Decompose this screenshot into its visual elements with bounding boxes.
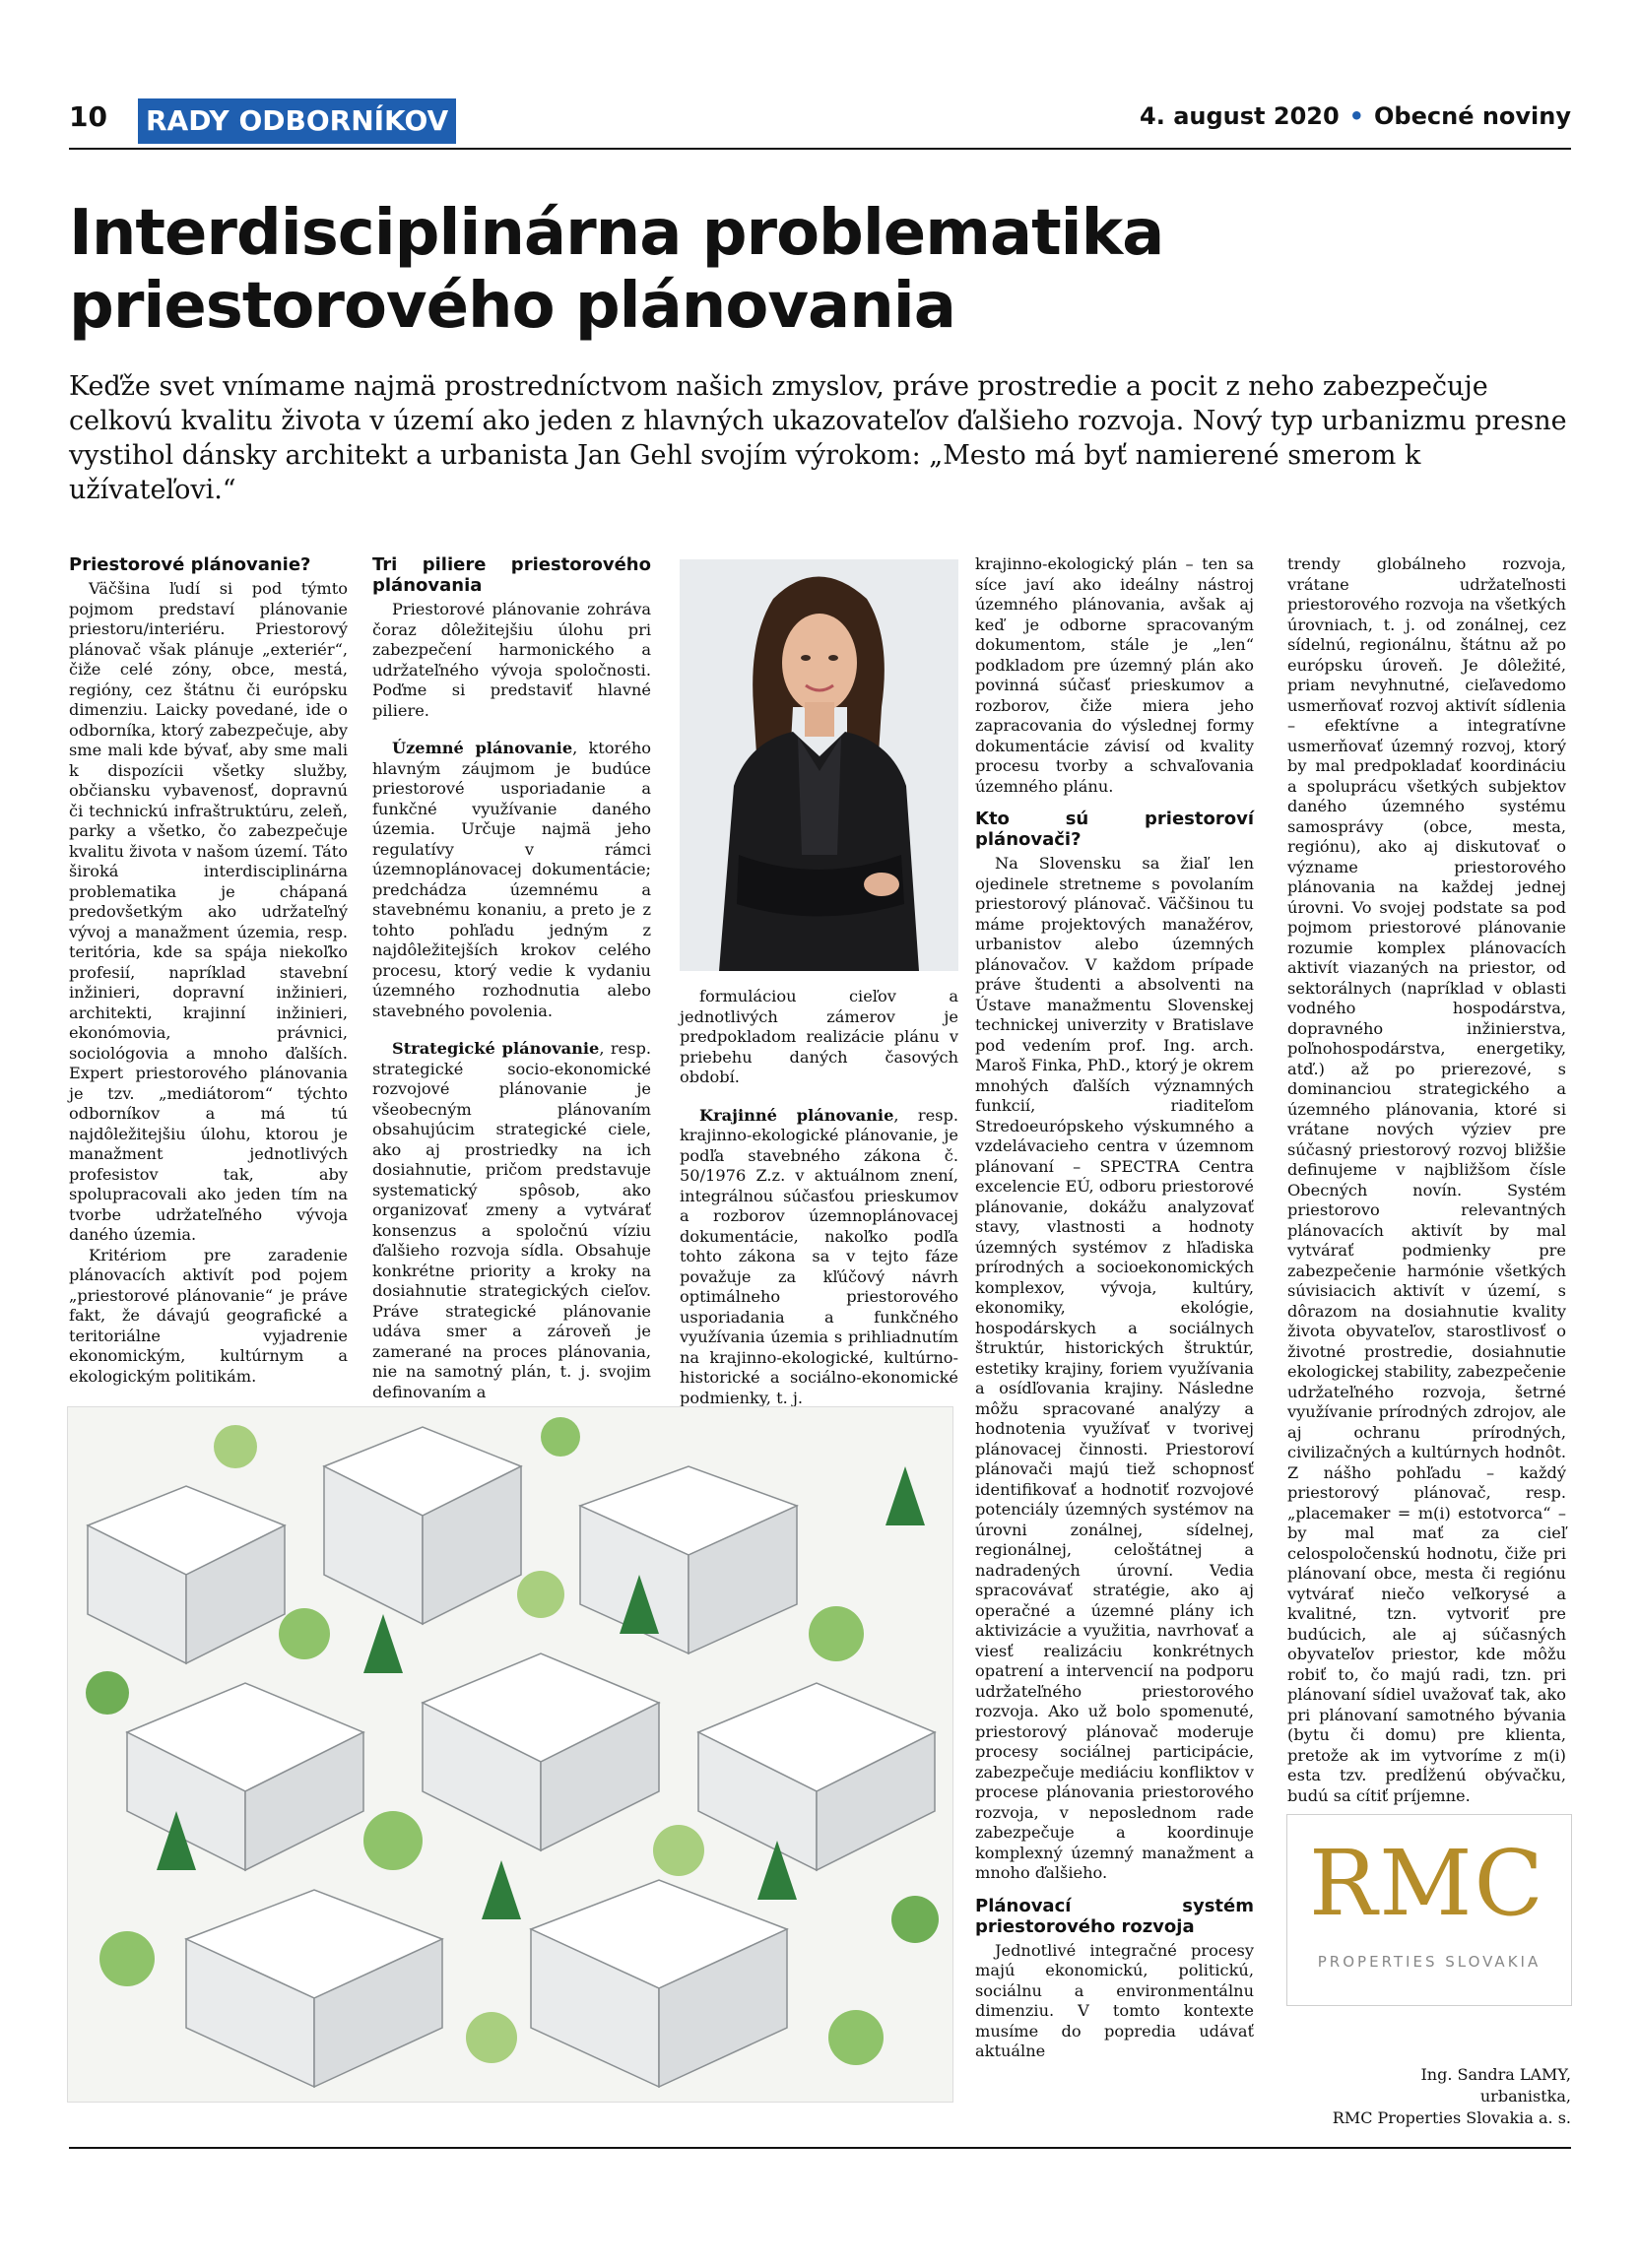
newspaper-name: Obecné noviny <box>1374 102 1571 130</box>
column-5 <box>1287 554 1566 1806</box>
paragraph: Kritériom pre zaradenie plánovacích aktivít pod pojem „priestorové plánovanie“ je práve fakt, že dávajú geografické a teritoriálne vyjadrenie ekonomickým, kultúrnym a ekologickým politikám. <box>69 1245 348 1386</box>
author-company: RMC Properties Slovakia a. s. <box>1332 2108 1571 2127</box>
issue-date: 4. august 2020 <box>1140 102 1340 130</box>
separator-dot: • <box>1348 102 1365 130</box>
section-label: RADY ODBORNÍKOV <box>138 98 456 144</box>
subheading-planovaci-system: Plánovací systém priestorového rozvoja <box>975 1895 1254 1937</box>
article-title <box>69 197 1571 343</box>
term-uzemne-planovanie: Územné plánovanie <box>392 739 573 757</box>
author-signature <box>1333 2064 1571 2129</box>
subheading-kto-su-planovaci: Kto sú priestoroví plánovači? <box>975 809 1254 850</box>
paragraph: Na Slovensku sa žiaľ len ojedinele stretneme s povolaním priestorový plánovač. Väčšinou tu máme projektových manažérov, urbanistov alebo územných plánovačov. V každom prípade práve študenti a absolventi na Ústave manažmentu Slovenskej technickej univerzity v Bratislave pod vedením prof. Ing. arch. Maroš Finka, PhD., ktorý je okrem mnohých ďalších významných funkcií, riaditeľom Stredoeurópskeho výskumného a vzdelávacieho centra v územnom plánovaní – SPECTRA Centra excelencie EÚ, odboru priestorové plánovanie, dokážu analyzovať stavy, vlastnosti a hodnoty územných systémov z hľadiska prírodných a socioekonomických komplexov, vývoja, kultúry, ekonomiky, ekológie, hospodárskych a sociálnych štruktúr, historických štruktúr, estetiky krajiny, foriem využívania a osídľovania krajiny. Následne môžu spracované analýzy a hodnotenia využívať v tvorivej plánovacej činnosti. Priestoroví plánovači majú tiež schopnosť identifikovať a hodnotiť rozvojové potenciály územných systémov na úrovni zonálnej, sídelnej, regionálnej, celoštátnej a nadradených úrovní. Vedia spracovávať stratégie, ako aj operačné a územné plány ich aktivizácie a využitia, navrhovať a viesť realizáciu konkrétnych opatrení a intervencií na podporu udržateľného priestorového rozvoja. Ako už bolo spomenuté, priestorový plánovač moderuje procesy sociálnej participácie, zabezpečuje mediáciu konfliktov v procese plánovania priestorového rozvoja, v neposlednom rade zabezpečuje a koordinuje komplexný územný manažment a mnoho ďalšieho. <box>975 854 1254 1882</box>
author-role: urbanistka, <box>1479 2087 1571 2106</box>
city-illustration <box>67 1406 953 2103</box>
footer-rule <box>69 2147 1571 2149</box>
subheading-priestorove-planovanie: Priestorové plánovanie? <box>69 554 311 575</box>
page-header <box>69 98 1571 142</box>
paragraph: Krajinné plánovanie, resp. krajinno-ekologické plánovanie, je podľa stavebného zákona č. 50/1976 Z.z. v aktuálnom znení, integrálnou súčasťou prieskumov a rozborov územnoplánovacej dokumentácie, nakoľko podľa tohto zákona sa v tejto fáze považuje za kľúčový návrh optimálneho priestorového usporiadania a funkčného využívania územia s prihliadnutím na krajinno-ekologické, kultúrno-historické a sociálno-ekonomické podmienky, t. j. <box>680 1105 958 1407</box>
paragraph: Priestorové plánovanie zohráva čoraz dôležitejšiu úlohu pri zabezpečení harmonického a udržateľného vývoja spoločnosti. Poďme si predstaviť hlavné piliere. <box>372 600 651 720</box>
article-lead: Keďže svet vnímame najmä prostredníctvom našich zmyslov, práve prostredie a pocit z neho zabezpečuje celkovú kvalitu života v území ako jeden z hlavných ukazovateľov ďalšieho rozvoja. Nový typ urbanizmu presne vystihol dánsky architekt a urbanista Jan Gehl svojím výrokom: „Mesto má byť namierené smerom k užívateľovi.“ <box>69 371 1567 505</box>
portrait-image <box>680 559 958 971</box>
paragraph: krajinno-ekologický plán – ten sa síce javí ako ideálny nástroj územného plánovania, avšak aj keď je odborne spracovaným dokumentom, stále je „len“ podkladom pre územný plán ako povinná súčasť prieskumov a rozborov, čiže miera jeho zapracovania do výslednej formy dokumentácie závisí od kvality procesu tvorby a schvaľovania územného plánu. <box>975 554 1254 796</box>
title-line-1: Interdisciplinárna problematika <box>69 197 1164 270</box>
dateline <box>1140 102 1571 130</box>
logo-mark: RMC <box>1309 1831 1545 1936</box>
paragraph: Strategické plánovanie, resp. strategické socio-ekonomické rozvojové plánovanie je všeobecným plánovaním obsahujúcim strategické ciele, ako aj prostriedky na ich dosiahnutie, pričom predstavuje systematický spôsob, ako organizovať zmeny a vytvárať konsenzus a spoločnú víziu ďalšieho rozvoja sídla. Obsahuje konkrétne priority a kroky na dosiahnutie strategických cieľov. Práve strategické plánovanie udáva smer a zároveň je zamerané na proces plánovania, nie na samotný plán, t. j. svojim definovaním a <box>372 1039 651 1401</box>
paragraph: trendy globálneho rozvoja, vrátane udržateľnosti priestorového rozvoja na všetkých úrovniach, t. j. od zonálnej, cez sídelnú, regionálnu, štátnu až po európsku úroveň. Je dôležité, priam nevyhnutné, cieľavedomo usmerňovať rozvoj aktivít sídlenia – efektívne a integratívne usmerňovať územný rozvoj, ktorý by mal predpokladať koordináciu a spoluprácu všetkých subjektov daného územného systému samosprávy (obce, mesta, regiónu), ako aj diskutovať o význame priestorového plánovania na každej jednej úrovni. Vo svojej podstate sa pod pojmom priestorové plánovanie rozumie komplex plánovacích aktivít viazaných na priestor, od sektorálnych (napríklad v oblasti vodného hospodárstva, dopravného inžinierstva, poľnohospodárstva, energetiky, atď.) až po prierezové, s dominanciou strategického a územného plánovania, ktoré si vrátane nových výziev pre súčasný priestorový rozvoj bližšie definujeme v najbližšom čísle Obecných novín. Systém priestorovo relevantných plánovacích aktivít by mal vytvárať podmienky pre zabezpečenie harmónie všetkých súvisiacich aktivít v území, s dôrazom na dosiahnutie kvality života obyvateľov, starostlivosť o životné prostredie, dosiahnutie ekologickej stability, zabezpečenie udržateľného rozvoja, šetrné využívanie prírodných zdrojov, ale aj ochranu prírodných, civilizačných a kultúrnych hodnôt. Z nášho pohľadu – každý priestorový plánovač, resp. „placemaker = m(i) estotvorca“ – by mal mať za cieľ celospoločenskú hodnotu, čiže pri plánovaní obce, mesta či regiónu vytvárať niečo veľkorysé a kvalitné, tzn. vytvoriť pre budúcich, ale aj súčasných obyvateľov priestor, kde môžu robiť to, čo majú radi, tzn. pri plánovaní sídiel uvažovať tak, ako pri plánovaní samotného bývania (bytu či domu) pre klienta, pretože ak im vytvoríme z m(i) esta tzv. predĺženú obývačku, budú sa cítiť príjemne. <box>1287 554 1566 1805</box>
header-rule <box>69 148 1571 150</box>
city-drawing <box>68 1407 952 2102</box>
author-photo <box>680 559 958 971</box>
column-1 <box>69 554 348 1387</box>
paragraph: Územné plánovanie, ktorého hlavným záujmom je budúce priestorové usporiadanie a funkčné využívanie daného územia. Určuje najmä jeho regulatívy v rámci územnoplánovacej dokumentácie; predchádza územnému a stavebnému konaniu, a preto je z tohto pohľadu jedným z najdôležitejších krokov celého procesu, ktorý vedie k vydaniu územného rozhodnutia alebo stavebného povolenia. <box>372 739 652 1020</box>
column-2 <box>372 554 651 1402</box>
title-line-2: priestorového plánovania <box>69 270 955 343</box>
paragraph: Väčšina ľudí si pod týmto pojmom predstaví plánovanie priestoru/interiéru. Priestorový plánovač však plánuje „exteriér“, čiže celé zóny, obce, mestá, regióny, cez štátnu či európsku dimenziu. Laicky povedané, ide o odborníka, ktorý zabezpečuje, aby sme mali kde bývať, aby sme mali k dispozícii všetky služby, občiansku vybavenosť, dopravnú či technickú infraštruktúru, zeleň, parky a všetko, čo zabezpečuje kvalitu života v našom území. Táto široká interdisciplinárna problematika je chápaná predovšetkým ako udržateľný vývoj a manažment územia, resp. teritória, kde sa spája niekoľko profesií, napríklad stavební inžinieri, dopravní inžinieri, architekti, krajinní inžinieri, ekonómovia, právnici, sociológovia a mnoho ďalších. Expert priestorového plánovania je tzv. „mediátorom“ týchto odborníkov a má tú najdôležitejšiu úlohu, ktorou je manažment jednotlivých profesistov tak, aby spolupracovali ako jeden tím na tvorbe udržateľného vývoja daného územia. <box>69 579 348 1244</box>
subheading-tri-piliere: Tri piliere priestorového plánovania <box>372 554 651 596</box>
term-strategicke-planovanie: Strategické plánovanie <box>392 1039 600 1058</box>
logo-subtitle: PROPERTIES SLOVAKIA <box>1317 1953 1542 1971</box>
column-4 <box>975 554 1254 2062</box>
term-krajinne-planovanie: Krajinné plánovanie <box>699 1105 894 1125</box>
paragraph: Jednotlivé integračné procesy majú ekonomickú, politickú, sociálnu a environmentálnu dimenziu. V tomto kontexte musíme do popredia udávať aktuálne <box>975 1940 1254 2060</box>
page-number: 10 <box>69 100 107 133</box>
rmc-logo <box>1286 1814 1572 2006</box>
paragraph: formuláciou cieľov a jednotlivých zámerov je predpokladom realizácie plánu v priebehu daných časových období. <box>680 987 958 1086</box>
column-3 <box>680 987 958 1408</box>
author-name: Ing. Sandra LAMY, <box>1420 2065 1571 2084</box>
